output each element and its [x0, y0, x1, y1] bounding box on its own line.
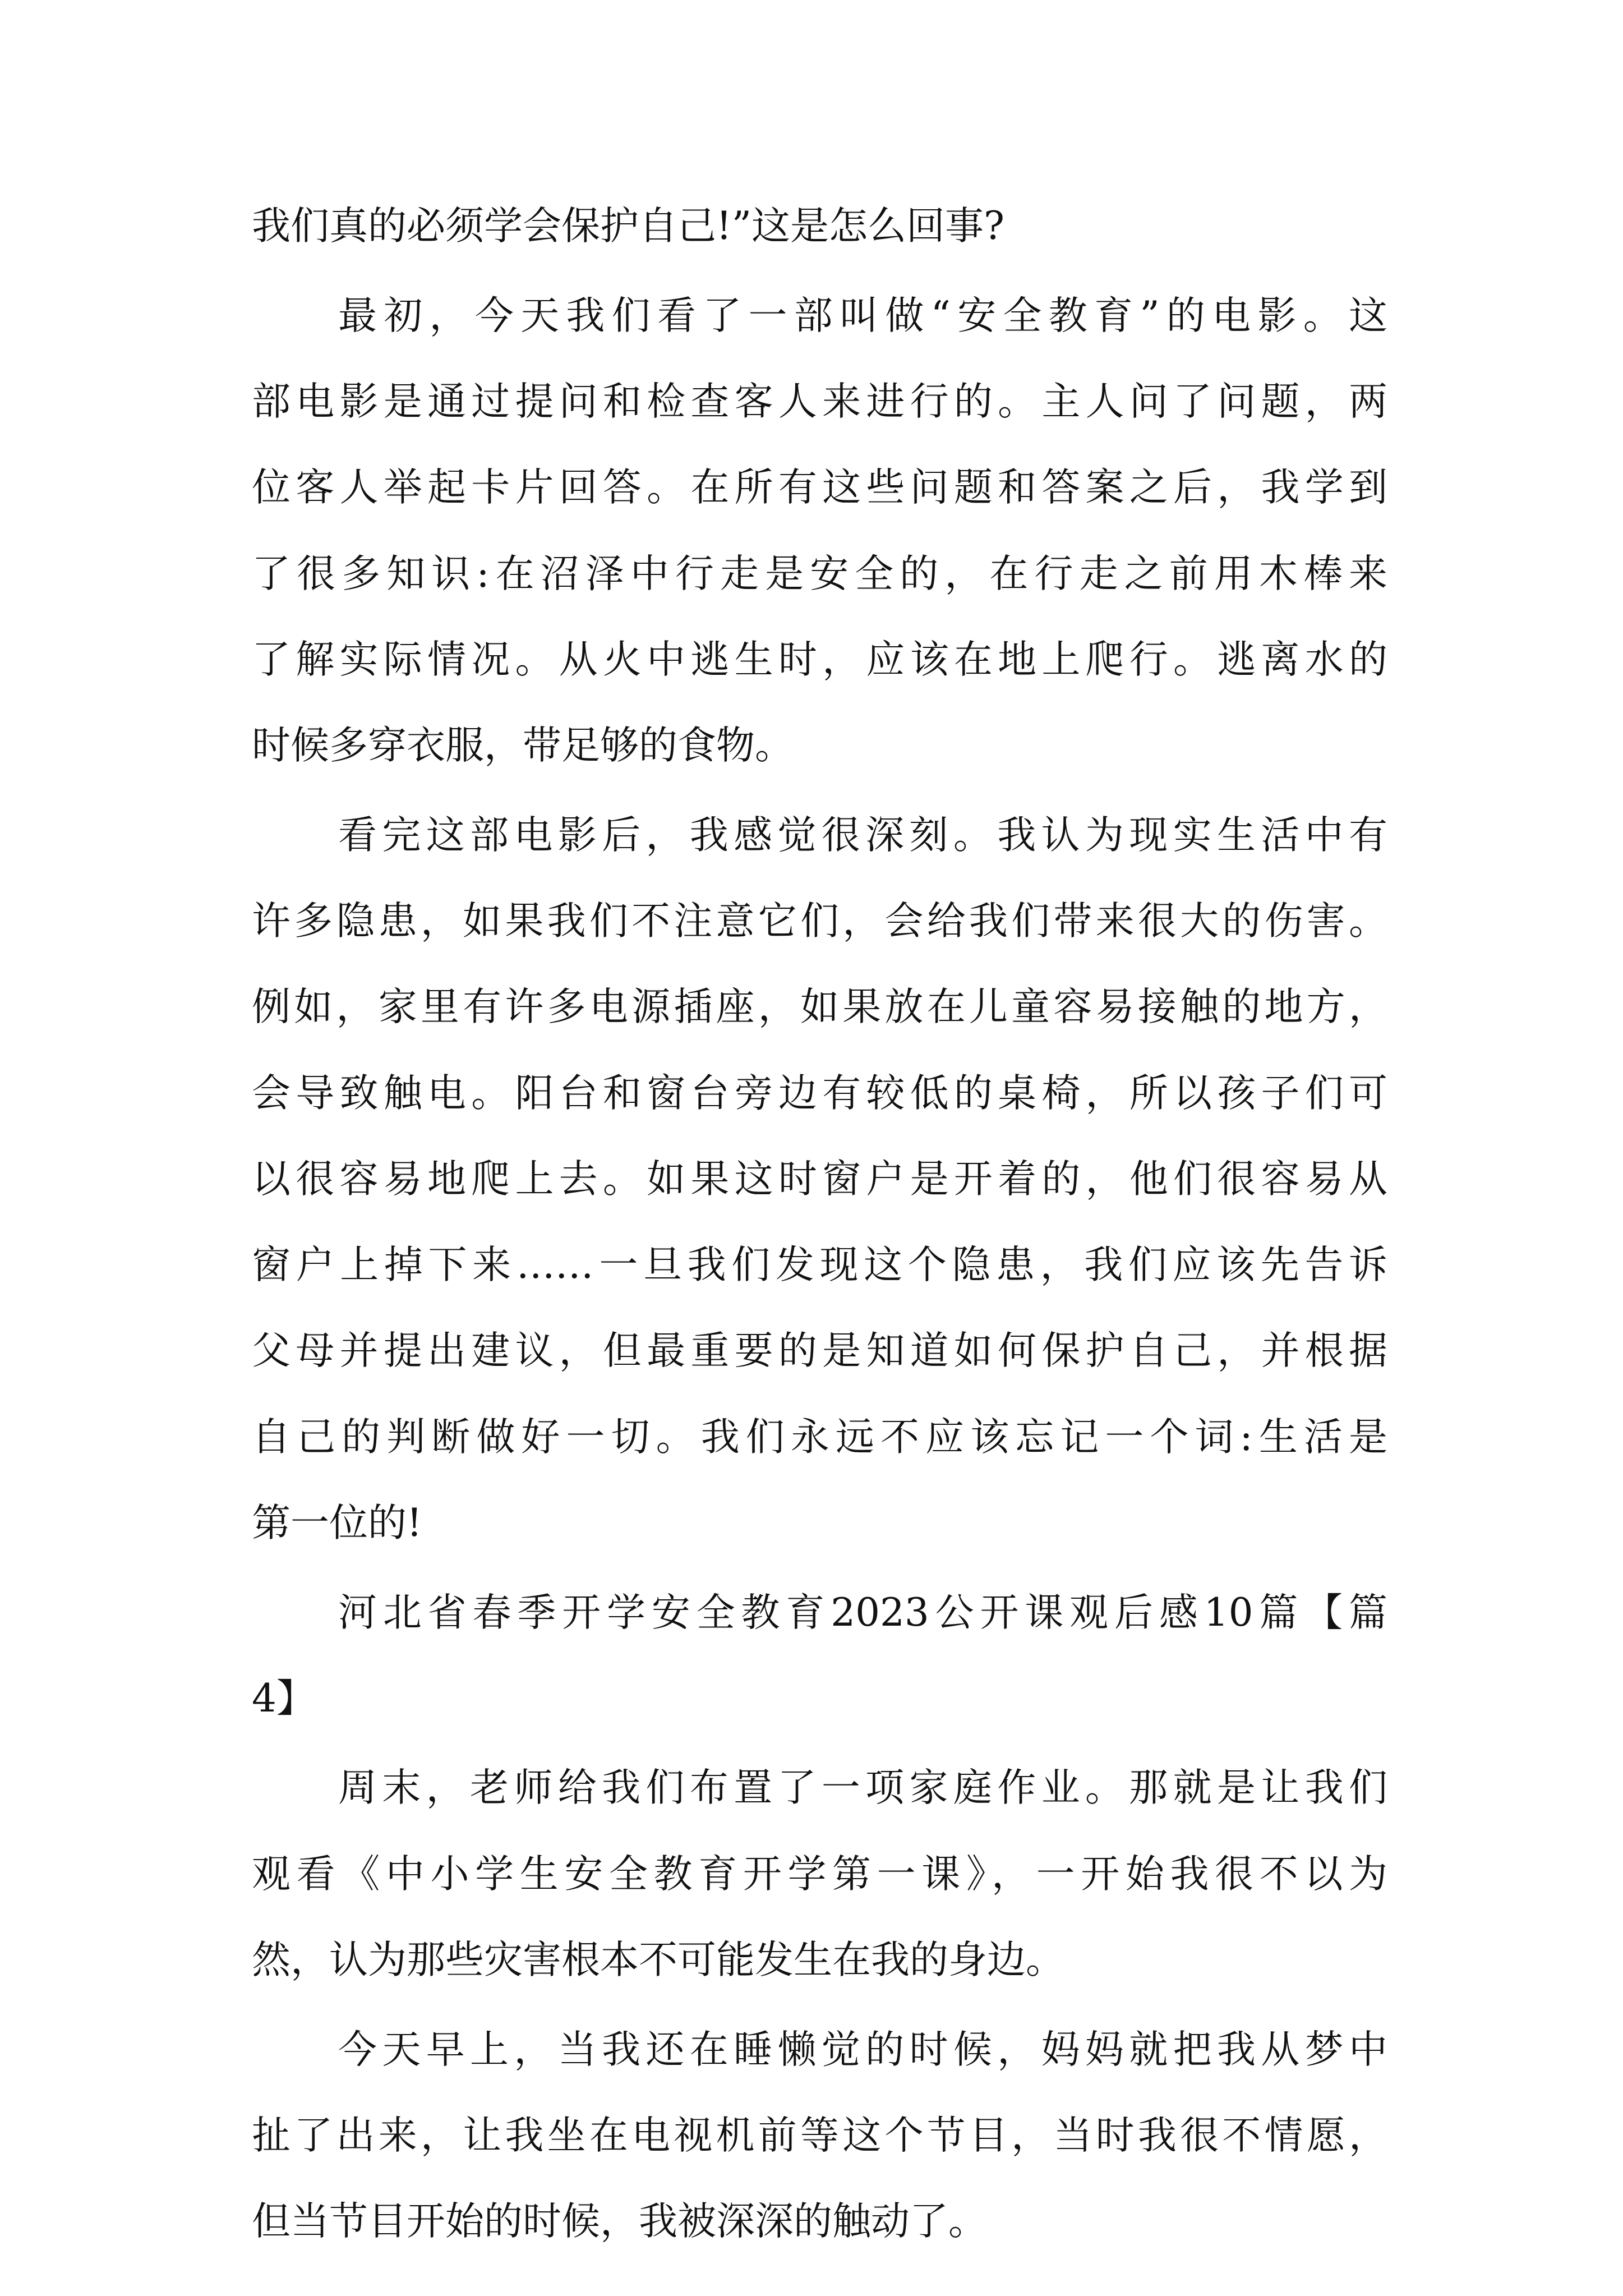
text-line: 我们真的必须学会保护自己!”这是怎么回事?	[252, 204, 1004, 249]
text-line: 会导致触电。阳台和窗台旁边有较低的桌椅，所以孩子们可	[252, 1071, 1387, 1116]
text-line: 扯了出来，让我坐在电视机前等这个节目，当时我很不情愿，	[252, 2113, 1387, 2158]
text-line: 最初，今天我们看了一部叫做“安全教育”的电影。这	[338, 293, 1387, 338]
text-line: 自己的判断做好一切。我们永远不应该忘记一个词:生活是	[252, 1415, 1387, 1460]
text-line: 观看《中小学生安全教育开学第一课》，一开始我很不以为	[252, 1852, 1387, 1897]
text-line: 第一位的!	[252, 1501, 422, 1545]
text-line: 看完这部电影后，我感觉很深刻。我认为现实生活中有	[338, 813, 1387, 858]
text-line: 但当节目开始的时候，我被深深的触动了。	[252, 2199, 987, 2244]
text-line: 时候多穿衣服，带足够的食物。	[252, 723, 794, 768]
text-line: 了很多知识:在沼泽中行走是安全的，在行走之前用木棒来	[252, 551, 1387, 596]
text-line: 位客人举起卡片回答。在所有这些问题和答案之后，我学到	[252, 465, 1387, 510]
text-line: 周末，老师给我们布置了一项家庭作业。那就是让我们	[338, 1765, 1387, 1810]
text-line: 然，认为那些灾害根本不可能发生在我的身边。	[252, 1938, 1064, 1982]
text-line: 窗户上掉下来……一旦我们发现这个隐患，我们应该先告诉	[252, 1243, 1387, 1287]
text-line: 部电影是通过提问和检查客人来进行的。主人问了问题，两	[252, 379, 1387, 424]
text-line: 父母并提出建议，但最重要的是知道如何保护自己，并根据	[252, 1328, 1387, 1373]
text-line: 例如，家里有许多电源插座，如果放在儿童容易接触的地方，	[252, 984, 1387, 1029]
text-line: 以很容易地爬上去。如果这时窗户是开着的，他们很容易从	[252, 1157, 1387, 1202]
text-line: 今天早上，当我还在睡懒觉的时候，妈妈就把我从梦中	[338, 2027, 1387, 2072]
section-heading: 河北省春季开学安全教育2023公开课观后感10篇【篇	[338, 1590, 1387, 1635]
text-line: 许多隐患，如果我们不注意它们，会给我们带来很大的伤害。	[252, 899, 1387, 944]
text-line: 了解实际情况。从火中逃生时，应该在地上爬行。逃离水的	[252, 637, 1387, 682]
section-heading-continued: 4】	[252, 1676, 315, 1721]
